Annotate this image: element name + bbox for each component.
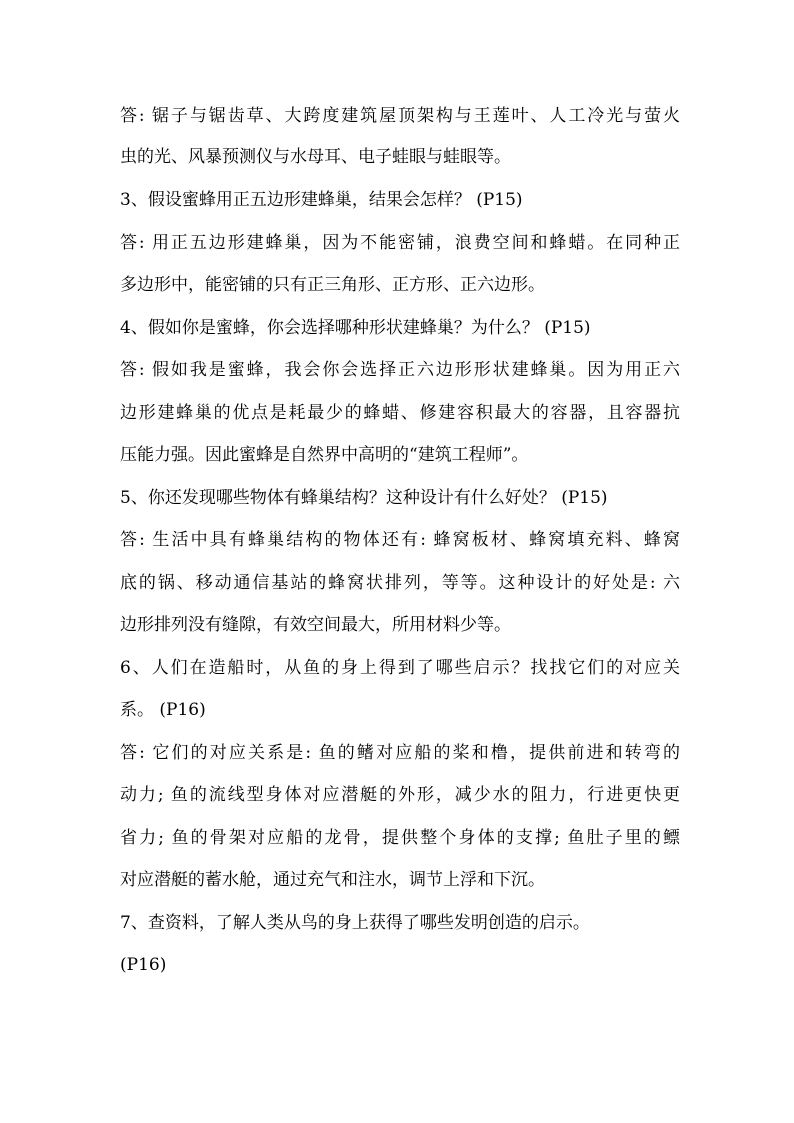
answer-4-line-3: 压能力强。因此蜜蜂是自然界中高明的“建筑工程师”。 — [120, 445, 529, 465]
answer-5-line-2: 底的锅、移动通信基站的蜂窝状排列，等等。这种设计的好处是: 六 — [120, 573, 680, 593]
answer-6-line-3: 省力; 鱼的骨架对应船的龙骨，提供整个身体的支撑; 鱼肚子里的鳔 — [120, 828, 680, 848]
answer-5-line-1: 答: 生活中具有蜂巢结构的物体还有: 蜂窝板材、蜂窝填充料、蜂窝 — [120, 530, 680, 550]
answer-6-line-2: 动力; 鱼的流线型身体对应潜艇的外形，减少水的阻力，行进更快更 — [120, 785, 680, 805]
answer-5-line-3: 边形排列没有缝隙，有效空间最大，所用材料少等。 — [120, 615, 511, 635]
question-7-line-2: (P16) — [120, 955, 167, 975]
answer-3-line-2: 多边形中，能密铺的只有正三角形、正方形、正六边形。 — [120, 275, 545, 295]
question-6-line-1: 6、人们在造船时，从鱼的身上得到了哪些启示？找找它们的对应关 — [120, 658, 680, 678]
question-3: 3、假设蜜蜂用正五边形建蜂巢，结果会怎样？ (P15) — [120, 190, 523, 210]
answer-4-line-2: 边形建蜂巢的优点是耗最少的蜂蜡、修建容积最大的容器，且容器抗 — [120, 403, 680, 423]
question-4: 4、假如你是蜜蜂，你会选择哪种形状建蜂巢？为什么？ (P15) — [120, 318, 591, 338]
answer-2-line-2: 虫的光、风暴预测仪与水母耳、电子蛙眼与蛙眼等。 — [120, 147, 511, 167]
answer-6-line-1: 答: 它们的对应关系是: 鱼的鳍对应船的桨和橹，提供前进和转弯的 — [120, 743, 680, 763]
question-6-line-2: 系。 (P16) — [120, 700, 206, 720]
question-7-line-1: 7、查资料，了解人类从鸟的身上获得了哪些发明创造的启示。 — [120, 913, 590, 933]
answer-4-line-1: 答: 假如我是蜜蜂，我会你会选择正六边形形状建蜂巢。因为用正六 — [120, 360, 680, 380]
answer-3-line-1: 答: 用正五边形建蜂巢，因为不能密铺，浪费空间和蜂蜡。在同种正 — [120, 233, 680, 253]
answer-6-line-4: 对应潜艇的蓄水舱，通过充气和注水，调节上浮和下沉。 — [120, 870, 545, 890]
answer-2-line-1: 答: 锯子与锯齿草、大跨度建筑屋顶架构与王莲叶、人工冷光与萤火 — [120, 106, 680, 126]
question-5: 5、你还发现哪些物体有蜂巢结构？这种设计有什么好处？ (P15) — [120, 488, 608, 508]
